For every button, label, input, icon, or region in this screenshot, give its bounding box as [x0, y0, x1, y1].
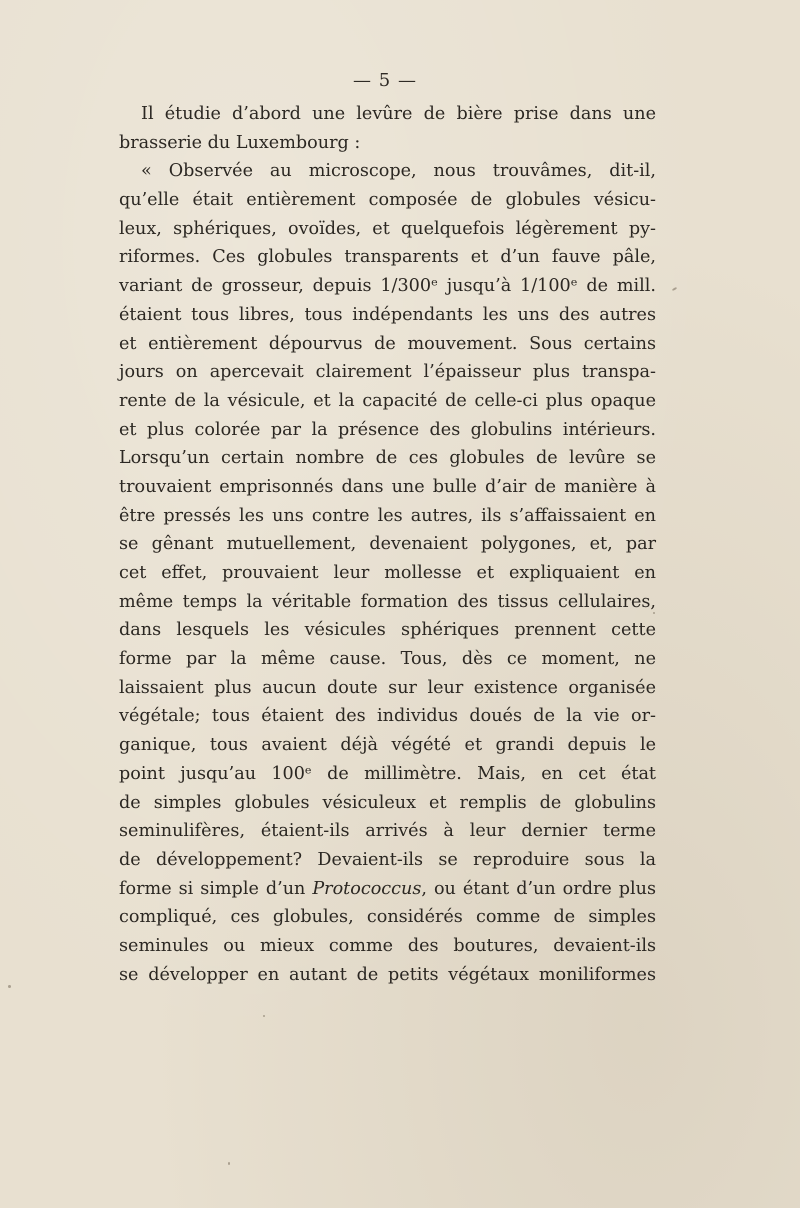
text-line: de développement? Devaient-ils se reproduire sous la — [119, 849, 656, 870]
text-line: végétale; tous étaient des individus doués de la vie or- — [119, 706, 656, 727]
text-line: et plus colorée par la présence des globulins intérieurs. — [119, 419, 656, 440]
text-line: se développer en autant de petits végétaux moniliformes — [119, 964, 656, 985]
text-line: ganique, tous avaient déjà végété et grandi depuis le — [119, 735, 656, 756]
text-line: Il étudie d’abord une levûre de bière prise dans une — [141, 104, 656, 124]
italic-term: Protococcus — [312, 878, 422, 899]
text-line: être pressés les uns contre les autres, ils s’affaissaient en — [119, 505, 656, 526]
text-line: trouvaient emprisonnés dans une bulle d’air de manière à — [119, 476, 656, 497]
text-line: « Observée au microscope, nous trouvâmes, dit-il, — [141, 161, 656, 182]
text-line: seminulifères, étaient-ils arrivés à leur dernier terme — [119, 821, 656, 842]
text-line: de simples globules vésiculeux et remplis de globulins — [119, 792, 656, 813]
text-line: seminules ou mieux comme des boutures, devaient-ils — [119, 935, 656, 956]
text-line: rente de la vésicule, et la capacité de celle-ci plus opaque — [119, 390, 656, 411]
text-line — [119, 875, 656, 904]
text-line: leux, sphériques, ovoïdes, et quelquefois légèrement py- — [119, 218, 656, 239]
text-line: point jusqu’au 100ᵉ de millimètre. Mais, en cet état — [119, 763, 656, 784]
text-segment: , ou étant d’un ordre plus — [421, 878, 656, 899]
text-line: dans lesquels les vésicules sphériques prennent cette — [119, 620, 656, 641]
text-segment: forme si simple d’un — [119, 878, 306, 899]
text-line: compliqué, ces globules, considérés comme de simples — [119, 907, 656, 928]
text-line: étaient tous libres, tous indépendants les uns des autres — [119, 304, 656, 325]
text-line: riformes. Ces globules transparents et d’un fauve pâle, — [119, 247, 656, 268]
text-line: cet effet, prouvaient leur mollesse et expliquaient en — [119, 563, 656, 583]
text-line: forme par la même cause. Tous, dès ce moment, ne — [119, 649, 656, 670]
text-line: se gênant mutuellement, devenaient polygones, et, par — [119, 534, 656, 555]
text-line: brasserie du Luxembourg : — [119, 132, 361, 153]
text-line: et entièrement dépourvus de mouvement. Sous certains — [119, 333, 656, 354]
text-line: qu’elle était entièrement composée de globules vésicu- — [119, 190, 656, 211]
text-line: même temps la véritable formation des tissus cellulaires, — [119, 591, 656, 612]
text-line: laissaient plus aucun doute sur leur existence organisée — [119, 677, 656, 698]
text-line: variant de grosseur, depuis 1/300ᵉ jusqu’à 1/100ᵉ de mill. — [119, 276, 656, 297]
page-number: — 5 — — [353, 70, 417, 91]
text-line: jours on apercevait clairement l’épaisseur plus transpa- — [119, 362, 656, 383]
body-text — [119, 100, 656, 989]
text-line: Lorsqu’un certain nombre de ces globules de levûre se — [119, 448, 656, 469]
